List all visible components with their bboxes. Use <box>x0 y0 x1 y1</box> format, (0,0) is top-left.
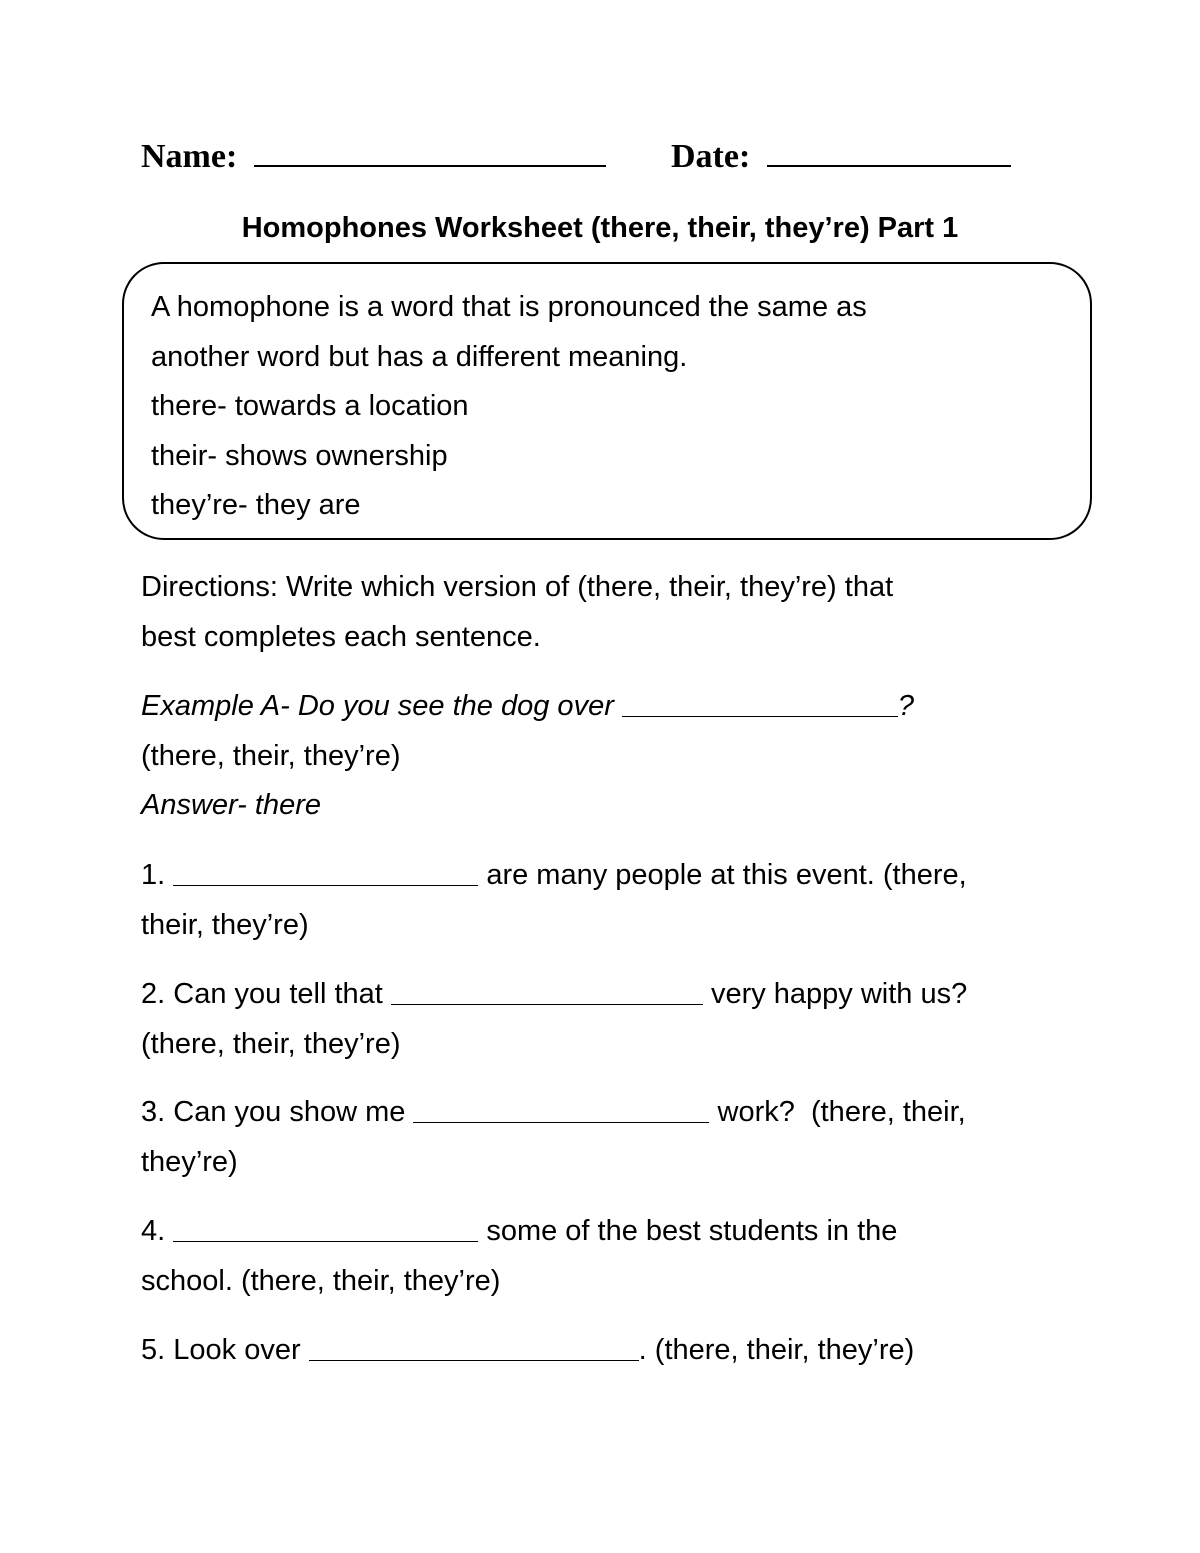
question-text: Look over <box>173 1334 301 1366</box>
question-text: very happy with us? <box>710 978 968 1010</box>
question-2 <box>141 970 967 1069</box>
example-prompt <box>141 682 914 732</box>
question-5 <box>141 1326 914 1376</box>
question-number: 5. <box>141 1334 166 1366</box>
date-blank <box>767 164 1011 167</box>
name-label: Name: <box>141 138 238 175</box>
definition-line: their- shows ownership <box>151 439 448 472</box>
example-choices: (there, their, they’re) <box>141 739 401 772</box>
question-text: Can you tell that <box>173 978 383 1010</box>
question-4 <box>141 1207 897 1306</box>
date-field <box>671 138 1011 176</box>
directions <box>141 563 893 662</box>
question-text-line2: (there, their, they’re) <box>141 1027 401 1060</box>
answer-blank[interactable] <box>391 1003 703 1005</box>
answer-blank[interactable] <box>173 1240 478 1242</box>
question-text: . (there, their, they’re) <box>638 1334 915 1366</box>
question-text-line2: school. (there, their, they’re) <box>141 1264 501 1297</box>
definition-text <box>151 283 867 531</box>
example-prompt-text: Example A- Do you see the dog over <box>141 690 614 722</box>
name-blank <box>254 164 606 167</box>
directions-line: best completes each sentence. <box>141 620 541 653</box>
question-text: Can you show me <box>173 1096 406 1128</box>
answer-blank[interactable] <box>309 1359 639 1361</box>
definition-line: they’re- they are <box>151 489 361 521</box>
date-label: Date: <box>671 138 751 175</box>
example-block <box>141 682 914 831</box>
question-text-line2: they’re) <box>141 1145 238 1178</box>
question-number: 4. <box>141 1215 166 1247</box>
question-3 <box>141 1088 966 1187</box>
example-blank <box>622 715 898 717</box>
definition-line: there- towards a location <box>151 390 469 422</box>
directions-line: Directions: Write which version of (there, their, they’re) that <box>141 571 894 603</box>
question-1 <box>141 851 967 950</box>
question-number: 3. <box>141 1096 166 1128</box>
definition-line: A homophone is a word that is pronounced the same as <box>151 291 867 323</box>
question-text-line2: their, they’re) <box>141 908 309 941</box>
name-field <box>141 138 606 176</box>
question-number: 2. <box>141 978 166 1010</box>
example-answer: Answer- there <box>141 789 321 821</box>
worksheet-title: Homophones Worksheet (there, their, they’re) Part 1 <box>241 212 959 244</box>
answer-blank[interactable] <box>173 884 478 886</box>
definition-line: another word but has a different meaning. <box>151 340 688 373</box>
question-text: are many people at this event. (there, <box>486 859 967 891</box>
question-number: 1. <box>141 859 166 891</box>
question-text: work? (there, their, <box>717 1096 966 1128</box>
example-question-mark: ? <box>897 690 915 722</box>
answer-blank[interactable] <box>413 1121 709 1123</box>
question-text: some of the best students in the <box>486 1215 898 1247</box>
